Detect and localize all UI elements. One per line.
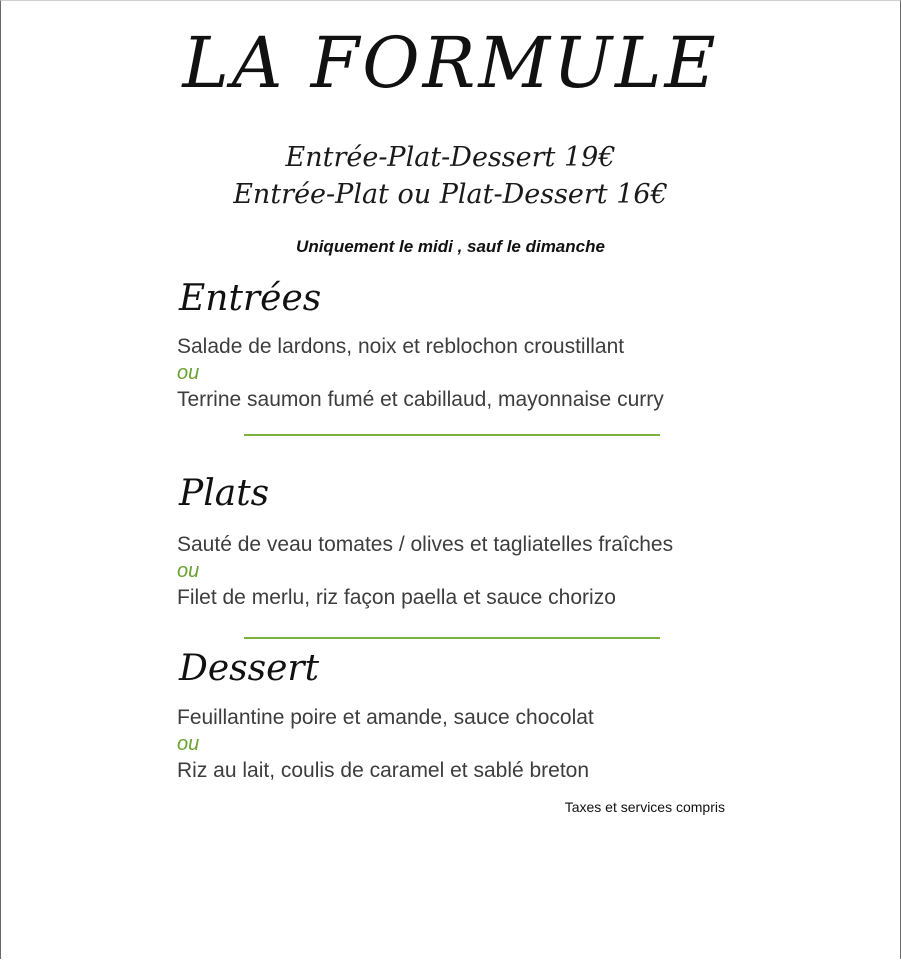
- ou-separator: ou: [177, 560, 200, 582]
- section-title-dessert: Dessert: [179, 648, 320, 689]
- dish-entree-1: Salade de lardons, noix et reblochon croustillant: [177, 335, 625, 358]
- dish-dessert-1: Feuillantine poire et amande, sauce chocolat: [177, 706, 594, 729]
- dish-dessert-2: Riz au lait, coulis de caramel et sablé breton: [177, 759, 590, 782]
- section-title-entrees: Entrées: [179, 278, 322, 319]
- ou-separator: ou: [177, 362, 200, 384]
- menu-title: LA FORMULE: [182, 22, 719, 104]
- availability-note: Uniquement le midi , sauf le dimanche: [296, 237, 605, 256]
- price-line-full: Entrée-Plat-Dessert 19€: [285, 142, 616, 173]
- section-divider: [244, 637, 660, 639]
- dish-plat-2: Filet de merlu, riz façon paella et sauce chorizo: [177, 586, 616, 609]
- taxes-note: Taxes et services compris: [564, 799, 725, 815]
- section-title-plats: Plats: [179, 473, 270, 514]
- price-line-partial: Entrée-Plat ou Plat-Dessert 16€: [233, 179, 668, 210]
- dish-entree-2: Terrine saumon fumé et cabillaud, mayonnaise curry: [177, 388, 664, 411]
- dish-plat-1: Sauté de veau tomates / olives et tagliatelles fraîches: [177, 533, 674, 556]
- ou-separator: ou: [177, 733, 200, 755]
- section-divider: [244, 434, 660, 436]
